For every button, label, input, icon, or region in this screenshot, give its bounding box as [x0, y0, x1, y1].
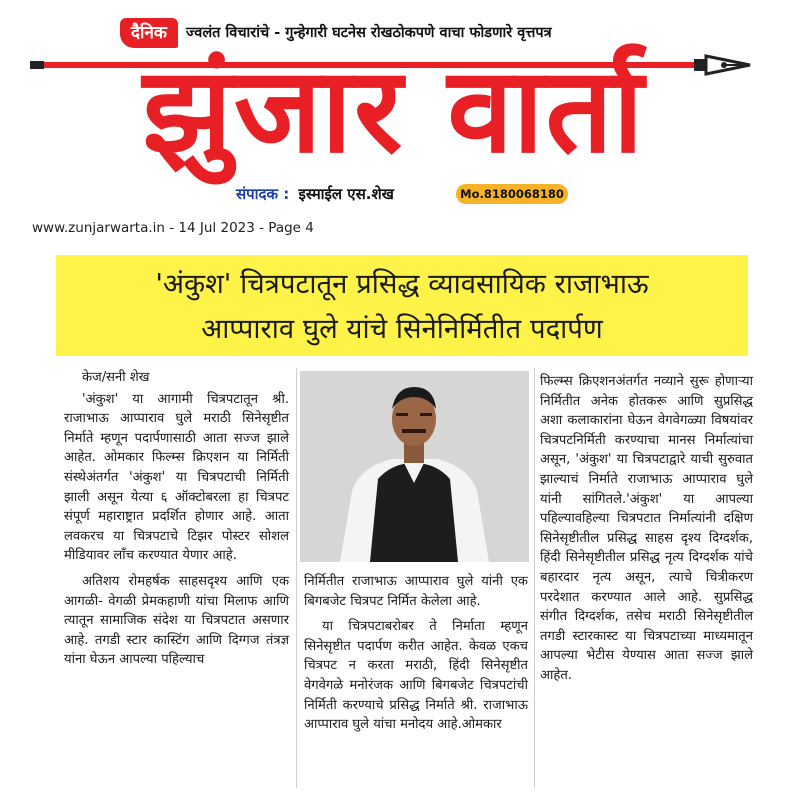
article-paragraph: 'अंकुश' या आगामी चित्रपटातून श्री. राजाभाऊ आप्पाराव घुले मराठी सिनेसृष्टीत निर्माते म्हणून पदार्पणासाठी आता सज्ज झाले आहेत. ओमकार फिल्म्स क्रिएशन या निर्मिती संस्थेअंतर्गत 'अंकुश' या चित्रपटाची निर्मिती झाली असून येत्या ६ ऑक्टोबरला हा चित्रपट संपूर्ण महाराष्ट्रात प्रदर्शित होणार आहे. आता लवकरच या चित्रपटाचे टिझर पोस्टर सोशल मीडियावर लाँच करण्यात येणार आहे. — [64, 391, 289, 564]
dateline: www.zunjarwarta.in - 14 Jul 2023 - Page 4 — [32, 220, 314, 236]
article-paragraph: फिल्म्स क्रिएशनअंतर्गत नव्याने सुरू होणाऱ्या निर्मितीत अनेक होतकरू आणि सुप्रसिद्ध अशा कलाकारांना घेऊन वेगवेगळ्या विषयांवर चित्रपटनिर्मिती करण्याचा मानस निर्मात्यांचा असून, 'अंकुश' या चित्रपटाद्वारे याची सुरुवात झाल्याचं निर्माते राजाभाऊ आप्पाराव घुले यांनी सांगितले.'अंकुश' या आपल्या पहिल्यावहिल्या चित्रपटात निर्मात्यांनी दक्षिण सिनेसृष्टीतील प्रसिद्ध साहस दृश्य दिग्दर्शक, हिंदी सिनेसृष्टीतील प्रसिद्ध नृत्य दिग्दर्शक यांचे बहारदार नृत्य असून, त्याचे चित्रीकरण परदेशात करण्यात आले आहे. सुप्रसिद्ध संगीत दिग्दर्शक, तसेच मराठी सिनेसृष्टीतील तगडी स्टारकास्ट या चित्रपटाच्या माध्यमातून आपल्या भेटीस येण्यास आता सज्ज झाले आहेत. — [540, 374, 753, 683]
editor-line — [236, 184, 394, 208]
editor-name: इस्माईल एस.शेख — [298, 185, 394, 203]
column-divider — [534, 368, 535, 788]
producer-photo — [300, 371, 529, 562]
portrait-illustration — [300, 371, 529, 562]
article-column-3 — [540, 372, 753, 686]
article-column-1 — [64, 368, 289, 670]
editor-label: संपादक : — [236, 185, 290, 203]
article-paragraph: निर्मितीत राजाभाऊ आप्पाराव घुले यांनी एक बिगबजेट चित्रपट निर्मित केलेला आहे. — [304, 574, 528, 609]
newspaper-logo-title: झुंजार वार्ता — [142, 41, 646, 179]
column-divider — [296, 368, 297, 788]
mobile-number-badge: Mo.8180068180 — [456, 184, 568, 204]
article-paragraph: अतिशय रोमहर्षक साहसदृश्य आणि एक आगळी- वेगळी प्रेमकहाणी यांचा मिलाफ आणि त्यातून सामाजिक संदेश या चित्रपटात असणार आहे. तगडी स्टार कास्टिंग आणि दिग्गज तंत्रज्ञ यांना घेऊन आपल्या पहिल्याच — [64, 573, 289, 668]
masthead-tagline: ज्वलंत विचारांचे - गुन्हेगारी घटनेस रोखठोकपणे वाचा फोडणारे वृत्तपत्र — [186, 25, 552, 41]
article-paragraph: या चित्रपटाबरोबर ते निर्माता म्हणून सिनेसृष्टीत पदार्पण करीत आहेत. केवळ एकच चित्रपट न करता मराठी, हिंदी सिनेसृष्टीत वेगवेगळे मनोरंजक आणि बिगबजेट चित्रपटांची निर्मिती करण्याचे प्रसिद्ध निर्माते श्री. राजाभाऊ आप्पाराव घुले यांचा मनोदय आहे.ओमकार — [304, 619, 528, 733]
article-byline: केज/सनी शेख — [82, 370, 150, 385]
article-column-2 — [304, 572, 528, 735]
headline-banner — [56, 255, 748, 356]
dainik-badge: दैनिक — [120, 18, 178, 48]
masthead — [0, 0, 800, 222]
headline-line-2: आप्पाराव घुले यांचे सिनेनिर्मितीत पदार्पण — [201, 313, 603, 345]
headline-line-1: 'अंकुश' चित्रपटातून प्रसिद्ध व्यावसायिक राजाभाऊ — [155, 268, 649, 300]
